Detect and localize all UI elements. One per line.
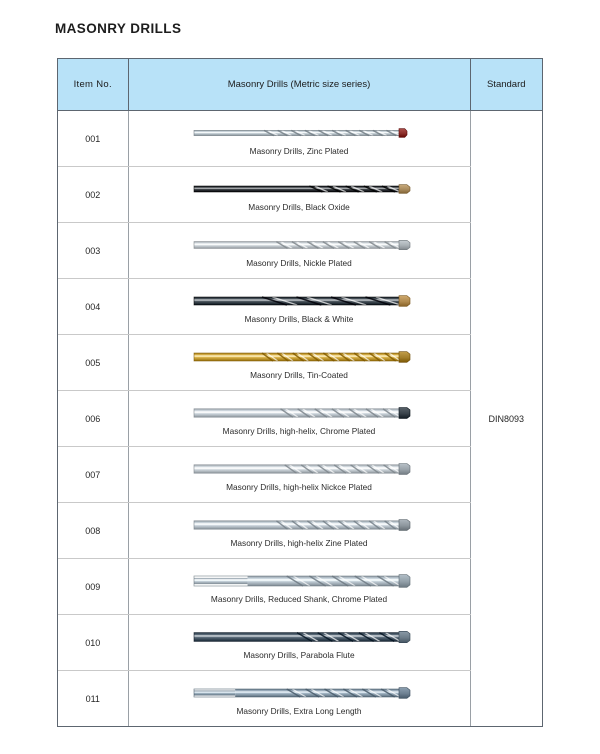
table-row bbox=[58, 447, 542, 503]
table-row bbox=[58, 671, 542, 727]
table-row bbox=[58, 559, 542, 615]
column-header-item-no: Item No. bbox=[58, 59, 128, 111]
product-caption: Masonry Drills, Black Oxide bbox=[248, 202, 350, 212]
product-caption: Masonry Drills, Parabola Flute bbox=[243, 650, 355, 660]
drill-bit-image bbox=[129, 401, 470, 425]
drill-bit-image bbox=[129, 513, 470, 537]
product-caption: Masonry Drills, Tin-Coated bbox=[250, 370, 348, 380]
product-caption: Masonry Drills, high-helix Nickce Plated bbox=[226, 482, 372, 492]
column-header-product: Masonry Drills (Metric size series) bbox=[128, 59, 470, 111]
product-cell bbox=[128, 167, 470, 223]
product-cell bbox=[128, 503, 470, 559]
product-cell bbox=[128, 447, 470, 503]
drill-bit-image bbox=[129, 681, 470, 705]
item-no-cell: 009 bbox=[58, 559, 128, 615]
drill-bit-image bbox=[129, 289, 470, 313]
drill-bit-image bbox=[129, 569, 470, 593]
item-no-cell: 002 bbox=[58, 167, 128, 223]
item-no-cell: 008 bbox=[58, 503, 128, 559]
table-row bbox=[58, 167, 542, 223]
product-caption: Masonry Drills, Black & White bbox=[244, 314, 354, 324]
table-body bbox=[58, 111, 542, 727]
drill-bit-image bbox=[129, 177, 470, 201]
masonry-drills-table bbox=[57, 58, 543, 727]
item-no-cell: 011 bbox=[58, 671, 128, 727]
table-row bbox=[58, 335, 542, 391]
drill-bit-image bbox=[129, 457, 470, 481]
drill-bit-image bbox=[129, 121, 470, 145]
page-title: MASONRY DRILLS bbox=[55, 21, 182, 36]
drill-bit-image bbox=[129, 233, 470, 257]
product-cell bbox=[128, 559, 470, 615]
product-cell bbox=[128, 279, 470, 335]
drill-bit-image bbox=[129, 625, 470, 649]
product-caption: Masonry Drills, high-helix Zine Plated bbox=[230, 538, 368, 548]
item-no-cell: 004 bbox=[58, 279, 128, 335]
standard-cell: DIN8093 bbox=[470, 111, 542, 727]
item-no-cell: 006 bbox=[58, 391, 128, 447]
table-row bbox=[58, 391, 542, 447]
product-cell bbox=[128, 615, 470, 671]
item-no-cell: 010 bbox=[58, 615, 128, 671]
table-row bbox=[58, 279, 542, 335]
product-caption: Masonry Drills, Zinc Plated bbox=[249, 146, 349, 156]
column-header-standard: Standard bbox=[470, 59, 542, 111]
table-row bbox=[58, 615, 542, 671]
product-caption: Masonry Drills, high-helix, Chrome Plated bbox=[222, 426, 376, 436]
table-header-row bbox=[58, 59, 542, 111]
drill-bit-image bbox=[129, 345, 470, 369]
product-cell bbox=[128, 223, 470, 279]
table-row bbox=[58, 223, 542, 279]
item-no-cell: 003 bbox=[58, 223, 128, 279]
product-cell bbox=[128, 391, 470, 447]
table-row bbox=[58, 503, 542, 559]
product-cell bbox=[128, 671, 470, 727]
table-row bbox=[58, 111, 542, 167]
item-no-cell: 007 bbox=[58, 447, 128, 503]
product-caption: Masonry Drills, Reduced Shank, Chrome Plated bbox=[210, 594, 388, 604]
product-cell bbox=[128, 335, 470, 391]
item-no-cell: 001 bbox=[58, 111, 128, 167]
product-caption: Masonry Drills, Nickle Plated bbox=[246, 258, 352, 268]
product-cell bbox=[128, 111, 470, 167]
item-no-cell: 005 bbox=[58, 335, 128, 391]
product-caption: Masonry Drills, Extra Long Length bbox=[236, 706, 362, 716]
